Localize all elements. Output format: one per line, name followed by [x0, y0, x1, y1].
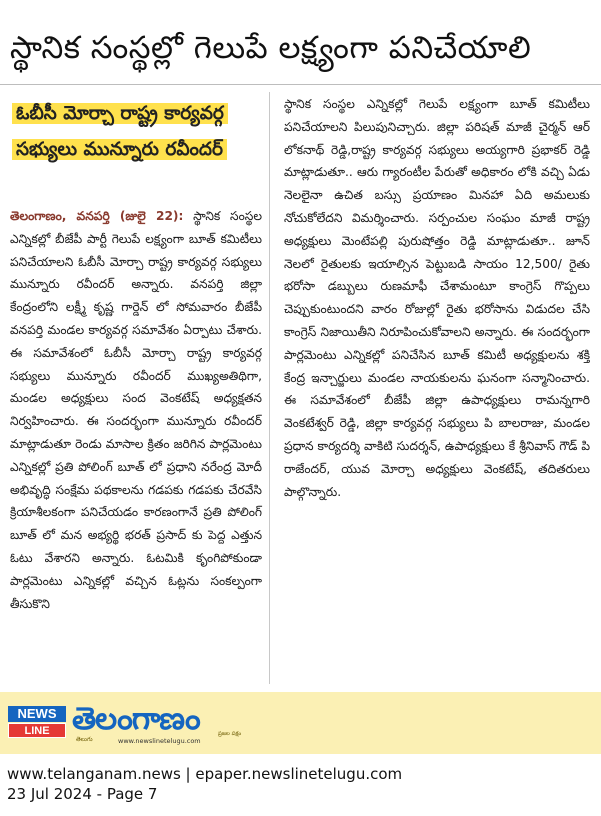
headline: స్థానిక సంస్థల్లో గెలుపే లక్ష్యంగా పనిచేయాలి [10, 30, 532, 66]
footer-banner [0, 692, 601, 754]
footer [0, 692, 601, 816]
left-column-body: స్థానిక సంస్థల ఎన్నికల్లో బీజేపీ పార్టీ గెలుపే లక్ష్యంగా బూత్ కమిటీలు పనిచేయాలని ఓబీసీ మోర్చా రాష్ట్ర కార్యవర్గ సభ్యులు మున్నూరు రవీందర్ అన్నారు. వనపర్తి జిల్లా కేంద్రంలోని లక్ష్మీ కృష్ణ గార్డెన్ లో సోమవారం బీజేపీ వనపర్తి మండల కార్యవర్గ సమావేశం ఏర్పాటు చేశారు. ఈ సమావేశంలో ఓబీసీ మోర్చా రాష్ట్ర కార్యవర్గ సభ్యులు మున్నూరు రవీందర్ ముఖ్యఅతిథిగా, మండల అధ్యక్షులు సంద వెంకటేష్ అధ్యక్షతన నిర్వహించారు. ఈ సందర్భంగా మున్నూరు రవీందర్ మాట్లాడుతూ రెండు మాసాల క్రితం జరిగిన పార్లమెంటు ఎన్నికల్లో ప్రతి పోలింగ్ బూత్ లో ప్రధాని నరేంద్ర మోదీ అభివృద్ధి సంక్షేమ పథకాలను గడపకు గడపకు చేరవేసి క్రియాశీలకంగా పనిచేయడం కారణంగానే ప్రతి పోలింగ్ బూత్ లో మన అభ్యర్థి భరత్ ప్రసాద్ కు పెద్ద ఎత్తున ఓటు వేశారని అన్నారు. ఓటమికి కృంగిపోకుండా పార్లమెంటు ఎన్నికల్లో వచ్చిన ఓట్లను సంకల్పంగా తీసుకొని [10, 209, 262, 611]
column-divider [269, 92, 270, 684]
article-column-left [10, 205, 262, 615]
dateline: తెలంగాణం, వనపర్తి (జులై 22): [10, 209, 184, 223]
article-column-right [284, 93, 590, 503]
telanganam-logo-site: www.newslinetelugu.com [118, 737, 201, 745]
subheadline [12, 96, 270, 168]
page-info: 23 Jul 2024 - Page 7 [7, 785, 158, 803]
headline-divider [0, 84, 601, 85]
newsline-logo-bottom: LINE [8, 723, 66, 738]
newsline-logo [8, 706, 66, 740]
telanganam-logo [72, 700, 252, 746]
newsline-logo-top: NEWS [8, 706, 66, 722]
telanganam-logo-slogan: ప్రజల పక్షం [218, 731, 242, 737]
subheadline-text: ఓబీసీ మోర్చా రాష్ట్ర కార్యవర్గ సభ్యులు మున్నూరు రవీందర్ [12, 103, 228, 160]
telanganam-logo-text: తెలంగాణం [72, 701, 200, 737]
footer-links[interactable]: www.telanganam.news | epaper.newslinetelugu.com [7, 765, 403, 783]
telanganam-logo-tag: తెలుగు [76, 736, 93, 743]
right-column-body: స్థానిక సంస్థల ఎన్నికల్లో గెలుపే లక్ష్యంగా బూత్ కమిటీలు పనిచేయాలని పిలుపునిచ్చారు. జిల్లా పరిషత్ మాజీ చైర్మన్ ఆర్ లోకనాథ్ రెడ్డి,రాష్ట్ర కార్యవర్గ సభ్యులు అయ్యగారి ప్రభాకర్ రెడ్డి మాట్లాడుతూ.. ఆరు గ్యారంటీల పేరుతో అధికారం లోకి వచ్చి ఏడు నెలలైనా ఉచిత బస్సు ప్రయాణం మినహా ఏది అమలుకు నోచుకోలేదని విమర్శించారు. సర్పంచుల సంఘం మాజీ రాష్ట్ర అధ్యక్షులు మెంటేపల్లి పురుషోత్తం రెడ్డి మాట్లాడుతూ.. జూన్ నెలలో రైతులకు ఇయాల్సిన పెట్టుబడి సాయం 12,500/ రైతు భరోసా డబ్బులు రుణమాఫీ చేశామంటూ కాంగ్రెస్ గొప్పలు చెప్పుకుంటుందని వారం రోజుల్లో రైతు భరోసాను విడుదల చేసి కాంగ్రెస్ నిజాయితీని నిరూపించుకోవాలని అన్నారు. ఈ సందర్భంగా పార్లమెంటు ఎన్నికల్లో పనిచేసిన బూత్ కమిటీ అధ్యక్షులను శక్తి కేంద్ర ఇన్చార్జులు మండల నాయకులను ఘనంగా సన్మానించారు. ఈ సమావేశంలో బీజేపీ జిల్లా ఉపాధ్యక్షులు రామన్నగారి వెంకటేశ్వర్ రెడ్డి, జిల్లా కార్యవర్గ సభ్యులు పి బాలరాజు, మండల ప్రధాన కార్యదర్శి వాకిటి సుదర్శన్, ఉపాధ్యక్షులు కే శ్రీనివాస్ గౌడ్ పి రాజేందర్, యువ మోర్చా అధ్యక్షులు వెంకటేష్, తదితరులు పాల్గొన్నారు. [284, 97, 590, 499]
